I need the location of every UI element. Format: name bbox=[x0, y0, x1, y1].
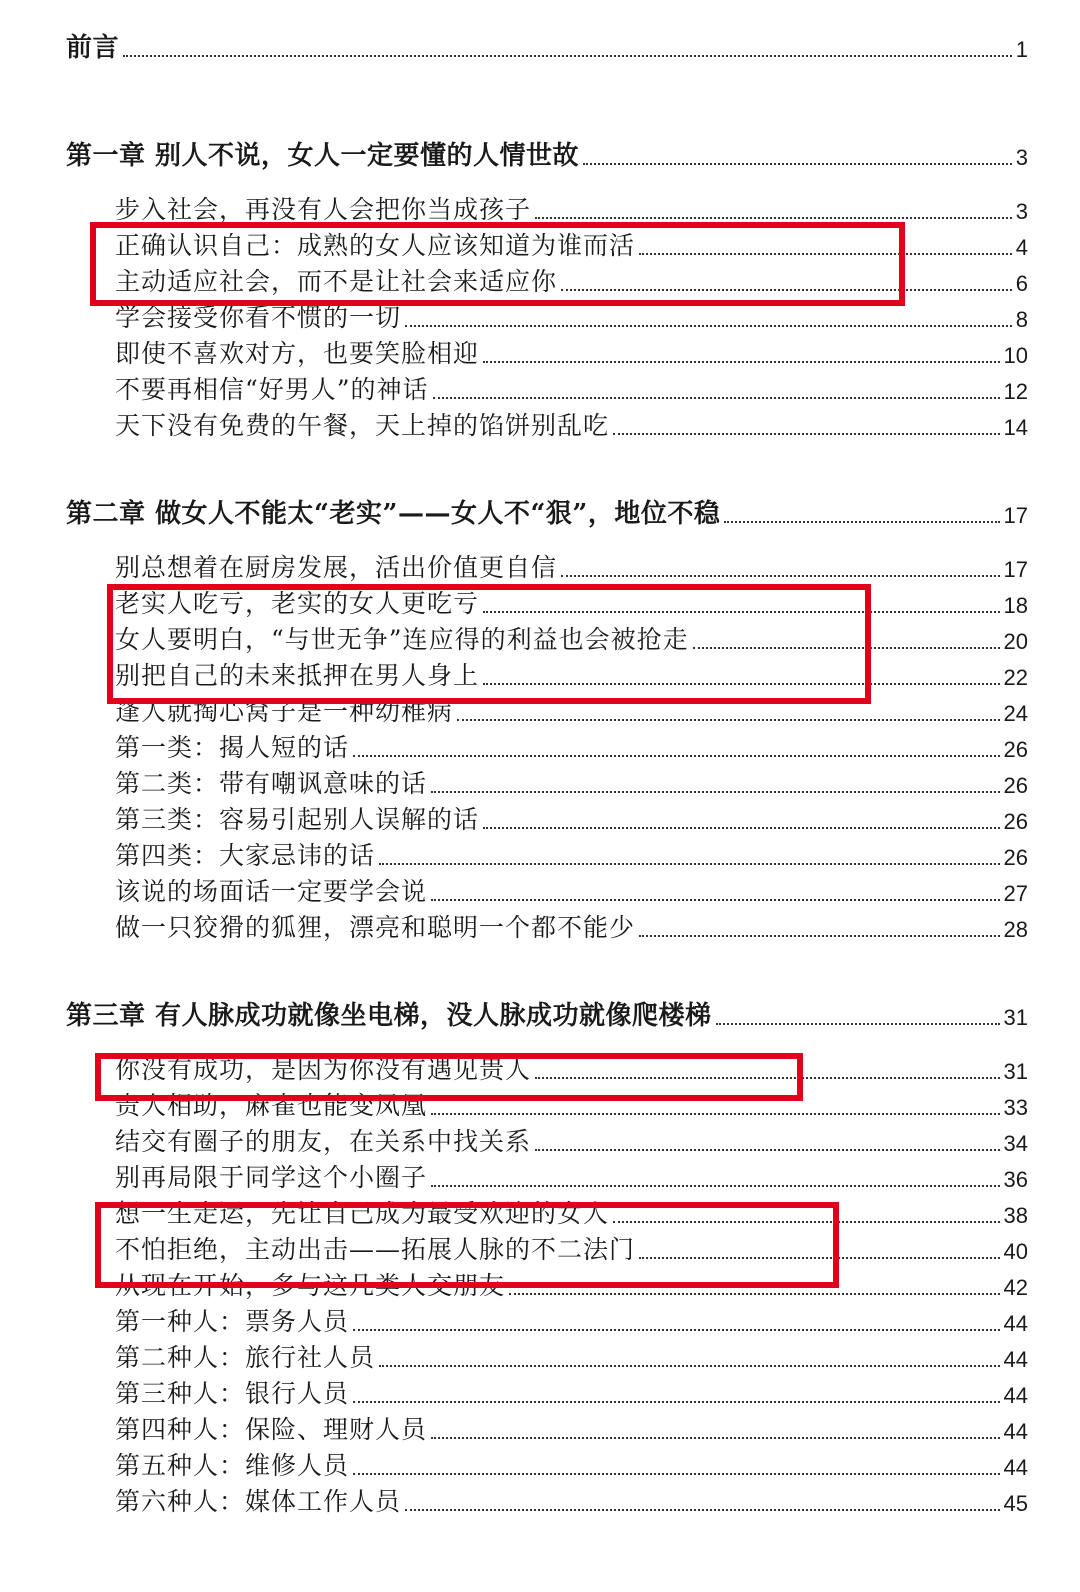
chapter-title: 第二章 做女人不能太“老实”——女人不“狠”，地位不稳 bbox=[66, 499, 721, 529]
toc-entry-page: 17 bbox=[1003, 557, 1028, 582]
toc-entry-title: 第二类：带有嘲讽意味的话 bbox=[115, 769, 428, 798]
toc-entry[interactable] bbox=[0, 1448, 1080, 1482]
toc-entry[interactable] bbox=[0, 1124, 1080, 1158]
leader-dots bbox=[353, 1473, 1000, 1475]
toc-entry-page: 1 bbox=[1015, 37, 1028, 62]
toc-entry[interactable] bbox=[0, 802, 1080, 836]
leader-dots bbox=[613, 1221, 1000, 1223]
toc-entry[interactable] bbox=[0, 1340, 1080, 1374]
toc-entry-title: 主动适应社会，而不是让社会来适应你 bbox=[115, 267, 558, 296]
toc-entry[interactable] bbox=[0, 1376, 1080, 1410]
toc-entry-title: 天下没有免费的午餐，天上掉的馅饼别乱吃 bbox=[115, 411, 610, 440]
toc-entry-title: 不怕拒绝，主动出击——拓展人脉的不二法门 bbox=[115, 1235, 636, 1264]
leader-dots bbox=[431, 791, 1000, 793]
toc-entry[interactable] bbox=[0, 1088, 1080, 1122]
toc-entry-page: 34 bbox=[1003, 1131, 1028, 1156]
toc-entry-page: 26 bbox=[1003, 737, 1028, 762]
leader-dots bbox=[535, 217, 1012, 219]
toc-entry-title: 第五种人：维修人员 bbox=[115, 1451, 350, 1480]
toc-entry[interactable] bbox=[0, 264, 1080, 298]
toc-entry[interactable] bbox=[0, 300, 1080, 334]
toc-entry[interactable] bbox=[0, 1304, 1080, 1338]
toc-entry-page: 45 bbox=[1003, 1491, 1028, 1516]
leader-dots bbox=[693, 647, 1000, 649]
toc-entry-page: 44 bbox=[1003, 1347, 1028, 1372]
toc-entry-page: 28 bbox=[1003, 917, 1028, 942]
toc-chapter-3[interactable] bbox=[0, 998, 1080, 1032]
toc-entry-title: 正确认识自己：成熟的女人应该知道为谁而活 bbox=[115, 231, 636, 260]
chapter-title: 第一章 别人不说，女人一定要懂的人情世故 bbox=[66, 141, 580, 171]
toc-entry-title: 第三种人：银行人员 bbox=[115, 1379, 350, 1408]
toc-entry-title: 该说的场面话一定要学会说 bbox=[115, 877, 428, 906]
leader-dots bbox=[483, 611, 1000, 613]
toc-entry-title: 别总想着在厨房发展，活出价值更自信 bbox=[115, 553, 558, 582]
chapter-page: 31 bbox=[1003, 1005, 1028, 1030]
leader-dots bbox=[123, 55, 1012, 57]
toc-entry-title: 第二种人：旅行社人员 bbox=[115, 1343, 376, 1372]
toc-entry[interactable] bbox=[0, 658, 1080, 692]
toc-entry-page: 18 bbox=[1003, 593, 1028, 618]
toc-entry-page: 22 bbox=[1003, 665, 1028, 690]
chapter-page: 17 bbox=[1003, 503, 1028, 528]
chapter-title: 第三章 有人脉成功就像坐电梯，没人脉成功就像爬楼梯 bbox=[66, 1001, 712, 1031]
toc-entry-title: 步入社会，再没有人会把你当成孩子 bbox=[115, 195, 532, 224]
toc-entry-page: 14 bbox=[1003, 415, 1028, 440]
toc-entry-title: 贵人相助，麻雀也能变凤凰 bbox=[115, 1091, 428, 1120]
toc-entry[interactable] bbox=[0, 874, 1080, 908]
toc-entry-page: 24 bbox=[1003, 701, 1028, 726]
toc-entry[interactable] bbox=[0, 1052, 1080, 1086]
toc-entry-page: 8 bbox=[1015, 307, 1028, 332]
toc-entry-title: 从现在开始，多与这几类人交朋友 bbox=[115, 1271, 506, 1300]
leader-dots bbox=[535, 1149, 1000, 1151]
leader-dots bbox=[405, 1509, 1000, 1511]
toc-entry-title: 学会接受你看不惯的一切 bbox=[115, 303, 402, 332]
leader-dots bbox=[716, 1023, 1000, 1025]
toc-entry-title: 前言 bbox=[66, 33, 120, 63]
toc-entry-title: 别再局限于同学这个小圈子 bbox=[115, 1163, 428, 1192]
leader-dots bbox=[353, 755, 1000, 757]
toc-entry-page: 36 bbox=[1003, 1167, 1028, 1192]
toc-entry-page: 27 bbox=[1003, 881, 1028, 906]
leader-dots bbox=[583, 163, 1012, 165]
toc-entry-page: 3 bbox=[1015, 199, 1028, 224]
leader-dots bbox=[509, 1293, 1000, 1295]
toc-entry-title: 想一生走运，先让自己成为最受欢迎的女人 bbox=[115, 1199, 610, 1228]
toc-entry-page: 26 bbox=[1003, 809, 1028, 834]
leader-dots bbox=[379, 1365, 1000, 1367]
toc-entry-title: 第六种人：媒体工作人员 bbox=[115, 1487, 402, 1516]
toc-chapter-2[interactable] bbox=[0, 496, 1080, 530]
chapter-page: 3 bbox=[1015, 145, 1028, 170]
toc-entry-title: 结交有圈子的朋友，在关系中找关系 bbox=[115, 1127, 532, 1156]
toc-entry-page: 38 bbox=[1003, 1203, 1028, 1228]
leader-dots bbox=[483, 361, 1000, 363]
leader-dots bbox=[561, 575, 1000, 577]
toc-entry[interactable] bbox=[0, 550, 1080, 584]
toc-entry-title: 做一只狡猾的狐狸，漂亮和聪明一个都不能少 bbox=[115, 913, 636, 942]
toc-entry[interactable] bbox=[0, 1160, 1080, 1194]
toc-entry-page: 44 bbox=[1003, 1455, 1028, 1480]
toc-entry-page: 33 bbox=[1003, 1095, 1028, 1120]
leader-dots bbox=[724, 521, 999, 523]
toc-entry[interactable] bbox=[0, 766, 1080, 800]
toc-entry[interactable] bbox=[0, 838, 1080, 872]
toc-entry[interactable] bbox=[0, 694, 1080, 728]
toc-entry-page: 12 bbox=[1003, 379, 1028, 404]
leader-dots bbox=[639, 253, 1012, 255]
toc-entry-page: 31 bbox=[1003, 1059, 1028, 1084]
leader-dots bbox=[639, 935, 1000, 937]
leader-dots bbox=[431, 1113, 1000, 1115]
toc-entry[interactable] bbox=[0, 1268, 1080, 1302]
toc-entry-page: 40 bbox=[1003, 1239, 1028, 1264]
leader-dots bbox=[431, 1185, 1000, 1187]
toc-entry[interactable] bbox=[0, 1232, 1080, 1266]
toc-entry-preface[interactable] bbox=[0, 30, 1080, 64]
toc-entry[interactable] bbox=[0, 372, 1080, 406]
toc-entry[interactable] bbox=[0, 730, 1080, 764]
leader-dots bbox=[613, 433, 1000, 435]
toc-entry-title: 你没有成功，是因为你没有遇见贵人 bbox=[115, 1055, 532, 1084]
toc-entry-title: 不要再相信“好男人”的神话 bbox=[115, 375, 429, 404]
toc-entry-page: 42 bbox=[1003, 1275, 1028, 1300]
toc-entry[interactable] bbox=[0, 1412, 1080, 1446]
toc-entry-page: 10 bbox=[1003, 343, 1028, 368]
toc-entry-page: 20 bbox=[1003, 629, 1028, 654]
leader-dots bbox=[431, 1437, 1000, 1439]
toc-entry-page: 26 bbox=[1003, 845, 1028, 870]
leader-dots bbox=[431, 899, 1000, 901]
toc-entry-title: 第三类：容易引起别人误解的话 bbox=[115, 805, 480, 834]
toc-entry-title: 第一类：揭人短的话 bbox=[115, 733, 350, 762]
toc-entry-title: 即使不喜欢对方，也要笑脸相迎 bbox=[115, 339, 480, 368]
toc-entry[interactable] bbox=[0, 228, 1080, 262]
toc-entry-page: 44 bbox=[1003, 1419, 1028, 1444]
toc-entry-title: 别把自己的未来抵押在男人身上 bbox=[115, 661, 480, 690]
leader-dots bbox=[379, 863, 1000, 865]
toc-entry-page: 4 bbox=[1015, 235, 1028, 260]
toc-entry-page: 44 bbox=[1003, 1311, 1028, 1336]
leader-dots bbox=[561, 289, 1012, 291]
toc-entry-page: 44 bbox=[1003, 1383, 1028, 1408]
leader-dots bbox=[353, 1401, 1000, 1403]
toc-entry-title: 逢人就掏心窝子是一种幼稚病 bbox=[115, 697, 454, 726]
leader-dots bbox=[405, 325, 1012, 327]
toc-entry[interactable] bbox=[0, 408, 1080, 442]
toc-entry[interactable] bbox=[0, 586, 1080, 620]
leader-dots bbox=[483, 683, 1000, 685]
toc-entry-title: 第四种人：保险、理财人员 bbox=[115, 1415, 428, 1444]
toc-chapter-1[interactable] bbox=[0, 138, 1080, 172]
toc-entry[interactable] bbox=[0, 910, 1080, 944]
toc-entry[interactable] bbox=[0, 336, 1080, 370]
toc-entry-page: 26 bbox=[1003, 773, 1028, 798]
leader-dots bbox=[353, 1329, 1000, 1331]
toc-entry-page: 6 bbox=[1015, 271, 1028, 296]
toc-entry[interactable] bbox=[0, 622, 1080, 656]
leader-dots bbox=[457, 719, 1000, 721]
toc-entry-title: 第一种人：票务人员 bbox=[115, 1307, 350, 1336]
toc-entry-title: 第四类：大家忌讳的话 bbox=[115, 841, 376, 870]
leader-dots bbox=[483, 827, 1000, 829]
toc-entry-title: 女人要明白，“与世无争”连应得的利益也会被抢走 bbox=[115, 625, 689, 654]
leader-dots bbox=[535, 1077, 1000, 1079]
toc-entry[interactable] bbox=[0, 192, 1080, 226]
leader-dots bbox=[639, 1257, 1000, 1259]
toc-entry[interactable] bbox=[0, 1196, 1080, 1230]
toc-entry-title: 老实人吃亏，老实的女人更吃亏 bbox=[115, 589, 480, 618]
leader-dots bbox=[433, 397, 1000, 399]
toc-entry[interactable] bbox=[0, 1484, 1080, 1518]
